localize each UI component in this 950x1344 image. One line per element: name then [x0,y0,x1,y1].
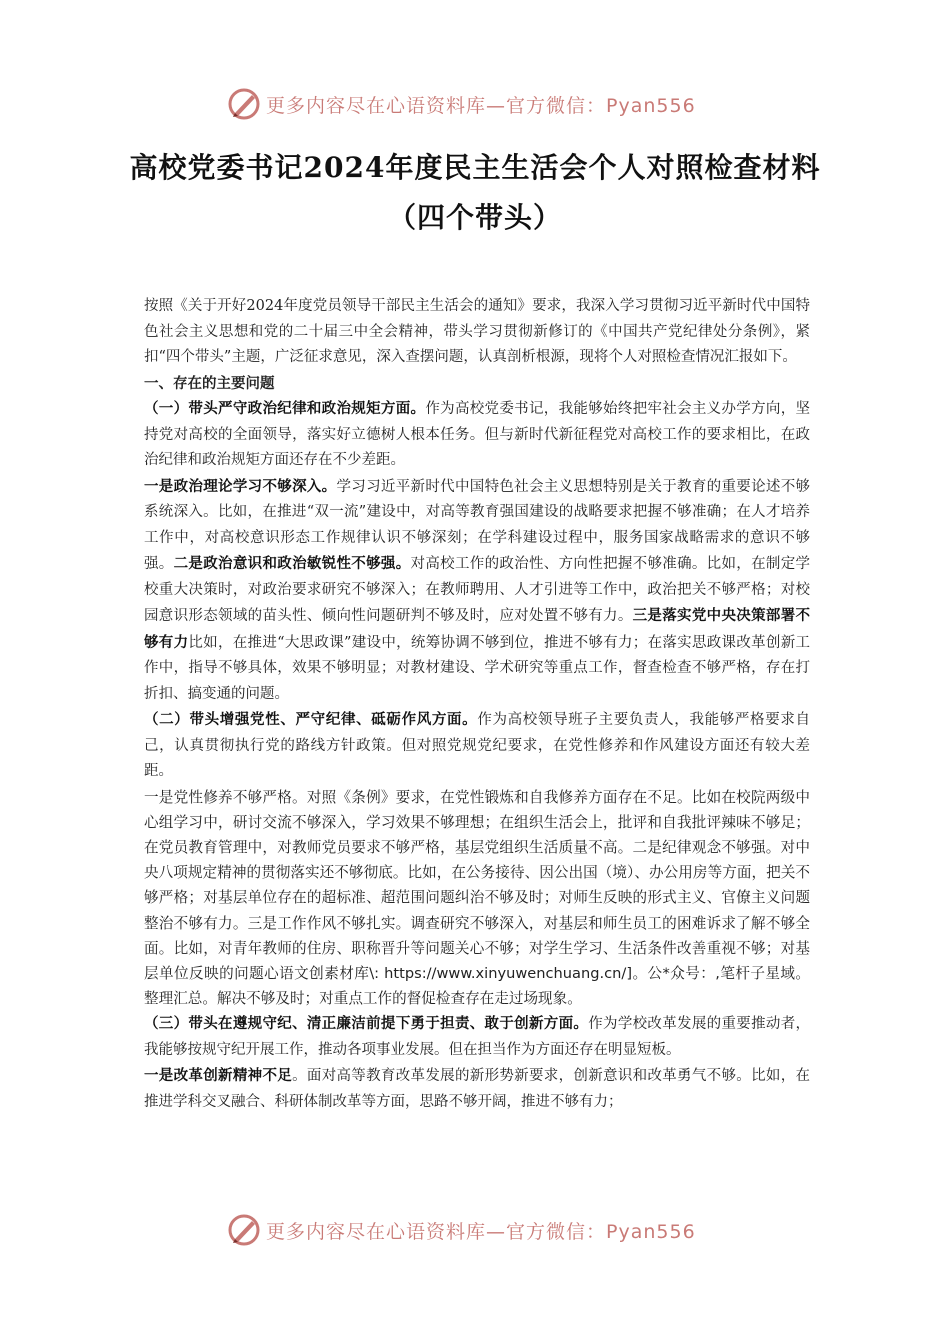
subsection-2 [144,707,810,785]
innovation-text: 。面对高等教育改革发展的新形势新要求，创新意识和改革勇气不够。比如，在推进学科交叉融合、科研体制改革等方面，思路不够开阔，推进不够有力； [144,1068,811,1110]
issue-3-text: 比如，在推进“大思政课”建设中，统筹协调不够到位，推进不够有力；在落实思政课改革创新工作中，指导不够具体，效果不够明显；对教材建设、学术研究等重点工作，督查检查不够严格，存在打折扣、搞变通的问题。 [144,634,811,702]
subsection-1-text: 作为高校党委书记，我能够始终把牢社会主义办学方向，坚持党对高校的全面领导，落实好立德树人根本任务。但与新时代新征程党对高校工作的要求相比，在政治纪律和政治规矩方面还存在不少差距。 [144,401,810,468]
subsection-1 [144,396,810,474]
political-issues-paragraph [144,474,810,708]
footer-watermark-banner [226,1210,746,1250]
section-heading: 一、存在的主要问题 [144,374,275,392]
header-watermark-banner [226,84,746,124]
subsection-1-title: （一）带头严守政治纪律和政治规矩方面。 [144,400,426,417]
pen-circle-logo-icon [226,86,262,122]
subsection-3 [144,1011,810,1063]
subsection-2-title: （二）带头增强党性、严守纪律、砥砺作风方面。 [144,711,478,728]
watermark-text: 更多内容尽在心语资料库—官方微信：Pyan556 [266,1220,696,1243]
issue-2-title: 二是政治意识和政治敏锐性不够强。 [173,555,411,572]
party-discipline-paragraph: 一是党性修养不够严格。对照《条例》要求，在党性锻炼和自我修养方面存在不足。比如在校院两级中心组学习中，研讨交流不够深入，学习效果不够理想；在组织生活会上，批评和自我批评辣味不够足；在党员教育管理中，对教师党员要求不够严格，基层党组织生活质量不高。二是纪律观念不够强。对中央八项规定精神的贯彻落实还不够彻底。比如，在公务接待、因公出国（境）、办公用房等方面，把关不够严格；对基层单位存在的超标准、超范围问题纠治不够及时；对师生反映的形式主义、官僚主义问题整治不够有力。三是工作作风不够扎实。调查研究不够深入，对基层和师生员工的困难诉求了解不够全面。比如，对青年教师的住房、职称晋升等问题关心不够；对学生学习、生活条件改善重视不够；对基层单位反映的问题心语文创素材库\: https://www.xinyuwenchuang.cn/]。公*众号：,笔杆子星域。整理汇总。解决不够及时；对重点工作的督促检查存在走过场现象。 [144,788,810,1008]
pen-circle-logo-icon [226,1212,262,1248]
intro-paragraph: 按照《关于开好2024年度党员领导干部民主生活会的通知》要求，我深入学习贯彻习近平新时代中国特色社会主义思想和党的二十届三中全会精神，带头学习贯彻新修订的《中国共产党纪律处分条例》，紧扣“四个带头”主题，广泛征求意见，深入查摆问题，认真剖析根源，现将个人对照检查情况汇报如下。 [144,298,810,365]
innovation-title: 一是改革创新精神不足 [144,1067,293,1085]
document-body [144,294,810,1115]
subsection-3-text: 作为学校改革发展的重要推动者，我能够按规守纪开展工作，推动各项事业发展。但在担当作为方面还存在明显短板。 [144,1016,810,1058]
issue-3-title: 三是落实党中央决策部署不够有力 [144,607,810,651]
issue-1-text: 学习习近平新时代中国特色社会主义思想特别是关于教育的重要论述不够系统深入。比如，在推进“双一流”建设中，对高等教育强国建设的战略要求把握不够准确；在人才培养工作中，对高校意识形态工作规律认识不够深刻；在学科建设过程中，服务国家战略需求的意识不够强。 [144,478,811,572]
innovation-paragraph [144,1063,810,1115]
issue-2-text: 对高校工作的政治性、方向性把握不够准确。比如，在制定学校重大决策时，对政治要求研究不够深入；在教师聘用、人才引进等工作中，政治把关不够严格；对校园意识形态领域的苗头性、倾向性问题研判不够及时，应对处置不够有力。 [144,556,811,624]
issue-1-title: 一是政治理论学习不够深入。 [144,477,337,495]
subsection-2-text: 作为高校领导班子主要负责人，我能够严格要求自己，认真贯彻执行党的路线方针政策。但对照党规党纪要求，在党性修养和作风建设方面还有较大差距。 [144,712,811,779]
document-title: 高校党委书记2024年度民主生活会个人对照检查材料（四个带头） [129,151,821,234]
subsection-3-title: （三）带头在遵规守纪、清正廉洁前提下勇于担责、敢于创新方面。 [144,1015,589,1033]
watermark-text: 更多内容尽在心语资料库—官方微信：Pyan556 [266,94,696,117]
